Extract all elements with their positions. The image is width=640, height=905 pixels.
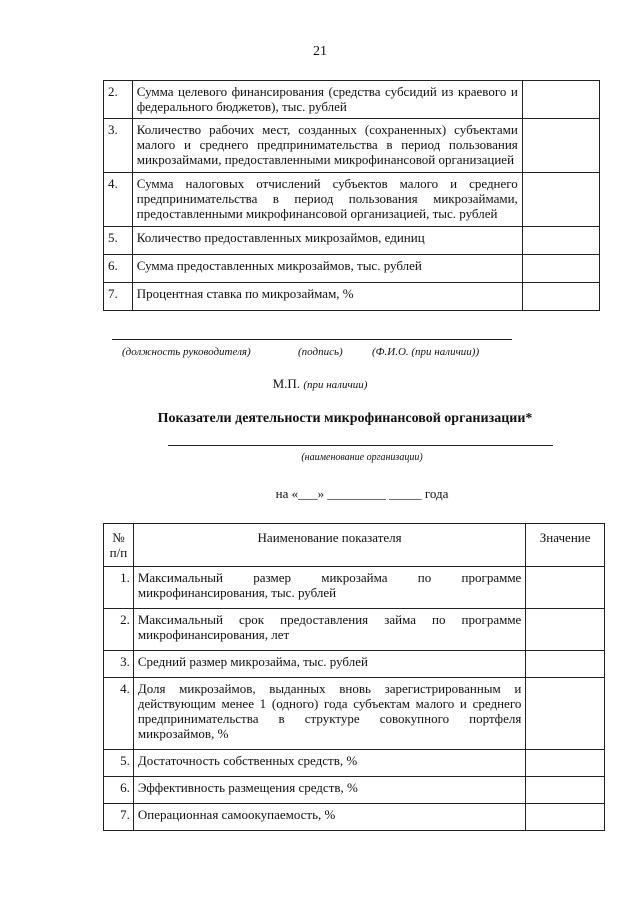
- stamp-note: (при наличии): [303, 379, 368, 391]
- row-number: 5.: [104, 227, 133, 255]
- row-number: 2.: [104, 81, 133, 119]
- indicator-name: Максимальный размер микрозайма по программе микрофинансирования, тыс. рублей: [133, 567, 525, 609]
- indicator-name: Сумма предоставленных микрозаймов, тыс. рублей: [132, 255, 522, 283]
- indicator-value: [526, 609, 605, 651]
- indicator-name: Достаточность собственных средств, %: [133, 750, 525, 777]
- indicator-name: Максимальный срок предоставления займа по программе микрофинансирования, лет: [133, 609, 525, 651]
- row-number: 7.: [104, 283, 133, 311]
- position-caption: (должность руководителя): [122, 346, 251, 358]
- table-row: [104, 227, 600, 255]
- row-number: 4.: [104, 678, 134, 750]
- page-number: 21: [313, 44, 327, 59]
- row-number: 5.: [104, 750, 134, 777]
- organization-caption: (наименование организации): [301, 452, 423, 463]
- header-name: Наименование показателя: [133, 524, 525, 567]
- signature-line: [112, 339, 512, 340]
- indicators-table: [103, 523, 605, 831]
- stamp-label: М.П.: [272, 376, 301, 391]
- table-row: [104, 750, 605, 777]
- indicator-name: Операционная самоокупаемость, %: [133, 804, 525, 831]
- section-title: Показатели деятельности микрофинансовой организации*: [157, 411, 533, 426]
- table-row: [104, 283, 600, 311]
- indicator-value: [526, 567, 605, 609]
- indicator-name: Процентная ставка по микрозаймам, %: [132, 283, 522, 311]
- indicator-name: Сумма целевого финансирования (средства субсидий из краевого и федерального бюджетов), тыс. рублей: [132, 81, 522, 119]
- indicator-value: [526, 777, 605, 804]
- indicator-value: [522, 173, 599, 227]
- indicator-value: [522, 227, 599, 255]
- signature-caption: (подпись): [298, 346, 343, 358]
- results-table: [103, 80, 600, 311]
- indicator-name: Количество предоставленных микрозаймов, единиц: [132, 227, 522, 255]
- name-caption: (Ф.И.О. (при наличии)): [372, 346, 480, 358]
- row-number: 6.: [104, 777, 134, 804]
- row-number: 3.: [104, 651, 134, 678]
- indicator-value: [522, 283, 599, 311]
- indicator-value: [526, 750, 605, 777]
- table-row: [104, 777, 605, 804]
- header-value: Значение: [526, 524, 605, 567]
- row-number: 7.: [104, 804, 134, 831]
- table-row: [104, 651, 605, 678]
- indicator-value: [526, 804, 605, 831]
- table-row: [104, 119, 600, 173]
- indicator-name: Количество рабочих мест, созданных (сохраненных) субъектами малого и среднего предпринимательства в период пользования микрозаймами, предоставленными микрофинансовой организацией: [132, 119, 522, 173]
- indicator-name: Средний размер микрозайма, тыс. рублей: [133, 651, 525, 678]
- indicator-name: Эффективность размещения средств, %: [133, 777, 525, 804]
- table-row: [104, 609, 605, 651]
- date-line: на «___» _________ _____ года: [275, 486, 449, 501]
- indicator-value: [526, 678, 605, 750]
- indicator-value: [522, 255, 599, 283]
- indicator-value: [526, 651, 605, 678]
- row-number: 3.: [104, 119, 133, 173]
- table-row: [104, 567, 605, 609]
- stamp-place: [0, 376, 640, 392]
- indicator-value: [522, 81, 599, 119]
- table-row: [104, 804, 605, 831]
- row-number: 1.: [104, 567, 134, 609]
- indicator-name: Сумма налоговых отчислений субъектов малого и среднего предпринимательства в период пользования микрозаймами, предоставленными микрофинансовой организацией, тыс. рублей: [132, 173, 522, 227]
- table-row: [104, 255, 600, 283]
- table-row: [104, 173, 600, 227]
- table-header: [104, 524, 605, 567]
- table-row: [104, 678, 605, 750]
- row-number: 4.: [104, 173, 133, 227]
- indicator-value: [522, 119, 599, 173]
- header-number: № п/п: [104, 524, 134, 567]
- table-row: [104, 81, 600, 119]
- row-number: 6.: [104, 255, 133, 283]
- row-number: 2.: [104, 609, 134, 651]
- organization-line: [168, 445, 553, 446]
- indicator-name: Доля микрозаймов, выданных вновь зарегистрированным и действующим менее 1 (одного) года субъектам малого и среднего предпринимательства в структуре совокупного портфеля микрозаймов, %: [133, 678, 525, 750]
